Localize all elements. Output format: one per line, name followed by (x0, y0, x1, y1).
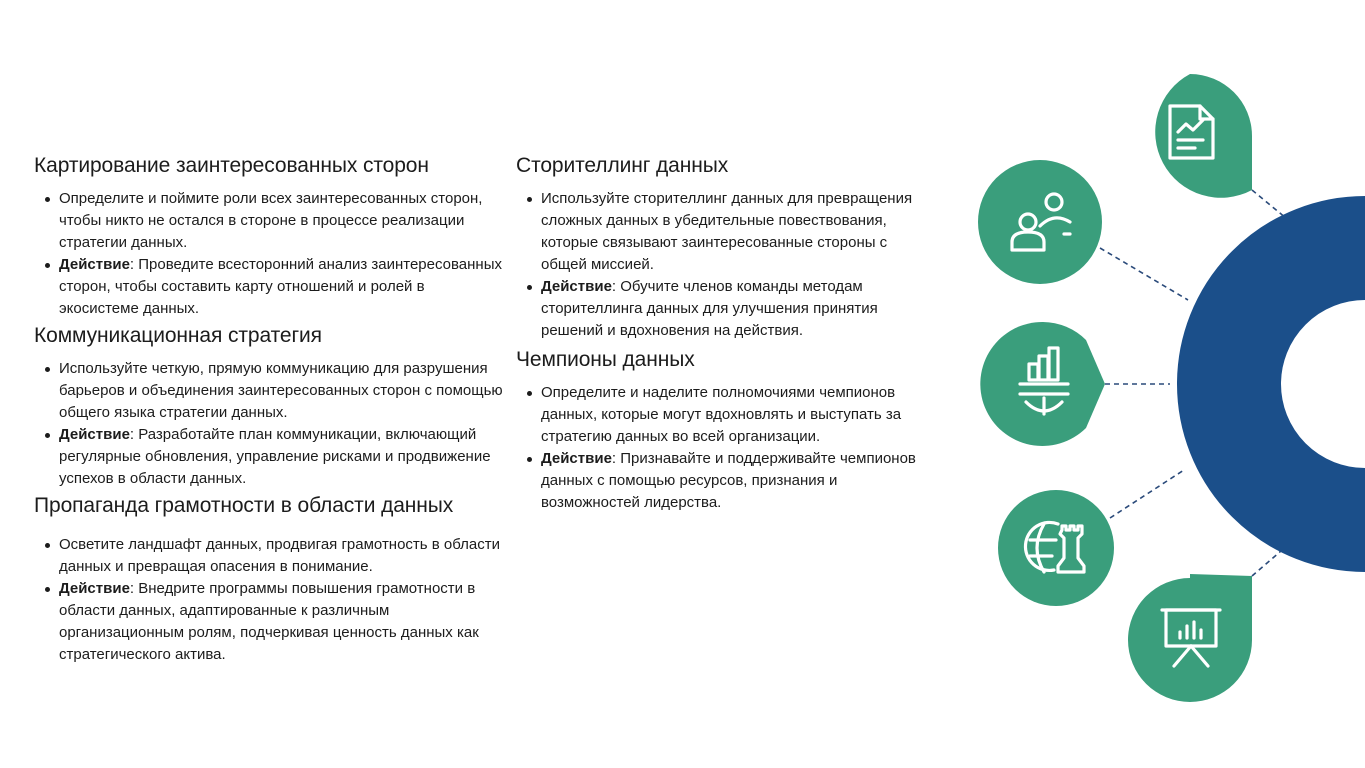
item-text: Используйте сторителлинг данных для превращения сложных данных в убедительные повествования, которые связывают заинтересованные стороны с общей миссией. (541, 190, 913, 273)
item-text: Определите и наделите полномочиями чемпионов данных, которые могут вдохновлять и выступать за стратегию данных во всей организации. (541, 384, 902, 445)
section-stakeholder-mapping (34, 152, 504, 320)
middle-column (516, 152, 936, 514)
section-title: Картирование заинтересованных сторон (34, 154, 429, 177)
node-shape (978, 160, 1102, 284)
bullet-list (34, 358, 504, 490)
list-item (541, 188, 936, 276)
node-platform (980, 322, 1105, 446)
section-title: Коммуникационная стратегия (34, 324, 322, 347)
item-text: Используйте четкую, прямую коммуникацию для разрушения барьеров и объединения заинтересованных сторон с помощью общего языка стратегии данных. (59, 360, 503, 421)
bullet-list (516, 382, 936, 514)
section-data-storytelling (516, 152, 936, 342)
item-text: Осветите ландшафт данных, продвигая грамотность в области данных и превращая опасения в понимание. (59, 536, 501, 575)
item-text: : Обучите членов команды методам сторителлинга данных для улучшения принятия решений и вдохновения на действия. (541, 278, 878, 339)
connector-line (1110, 470, 1184, 518)
bullet-list (34, 534, 504, 666)
node-stakeholders (978, 160, 1102, 284)
section-data-champions (516, 346, 936, 514)
list-item (541, 276, 936, 342)
list-item (59, 424, 504, 490)
list-item (59, 188, 504, 254)
section-data-literacy (34, 492, 504, 666)
item-text: Определите и поймите роли всех заинтересованных сторон, чтобы никто не остался в стороне в процессе реализации стратегии данных. (59, 190, 483, 251)
node-shape (1128, 574, 1252, 702)
list-item (59, 254, 504, 320)
item-text: : Проведите всесторонний анализ заинтересованных сторон, чтобы составить карту отношений и ролей в экосистеме данных. (59, 256, 502, 317)
list-item (59, 358, 504, 424)
action-label: Действие (59, 580, 130, 597)
section-communication-strategy (34, 322, 504, 490)
section-title: Чемпионы данных (516, 348, 695, 371)
hub-ring (1229, 248, 1365, 520)
list-item (59, 578, 504, 666)
bullet-list (516, 188, 936, 342)
list-item (541, 448, 936, 514)
action-label: Действие (59, 256, 130, 273)
item-text: : Разработайте план коммуникации, включающий регулярные обновления, управление рисками и продвижение успехов в области данных. (59, 426, 491, 487)
list-item (59, 534, 504, 578)
left-column (34, 152, 504, 666)
section-title: Пропаганда грамотности в области данных (34, 494, 454, 517)
section-title: Сторителлинг данных (516, 154, 729, 177)
node-document (1155, 74, 1252, 198)
item-text: : Признавайте и поддерживайте чемпионов данных с помощью ресурсов, признания и возможностей лидерства. (541, 450, 916, 511)
bullet-list (34, 188, 504, 320)
action-label: Действие (541, 278, 612, 295)
connector-line (1100, 248, 1188, 300)
hub-diagram-svg (960, 0, 1365, 768)
list-item (541, 382, 936, 448)
action-label: Действие (541, 450, 612, 467)
node-globe (998, 490, 1114, 606)
action-label: Действие (59, 426, 130, 443)
hub-diagram (960, 0, 1365, 768)
node-shape (998, 490, 1114, 606)
node-presentation (1128, 574, 1252, 702)
item-text: : Внедрите программы повышения грамотности в области данных, адаптированные к различным организационным ролям, подчеркивая ценность данных как стратегического актива. (59, 580, 479, 663)
